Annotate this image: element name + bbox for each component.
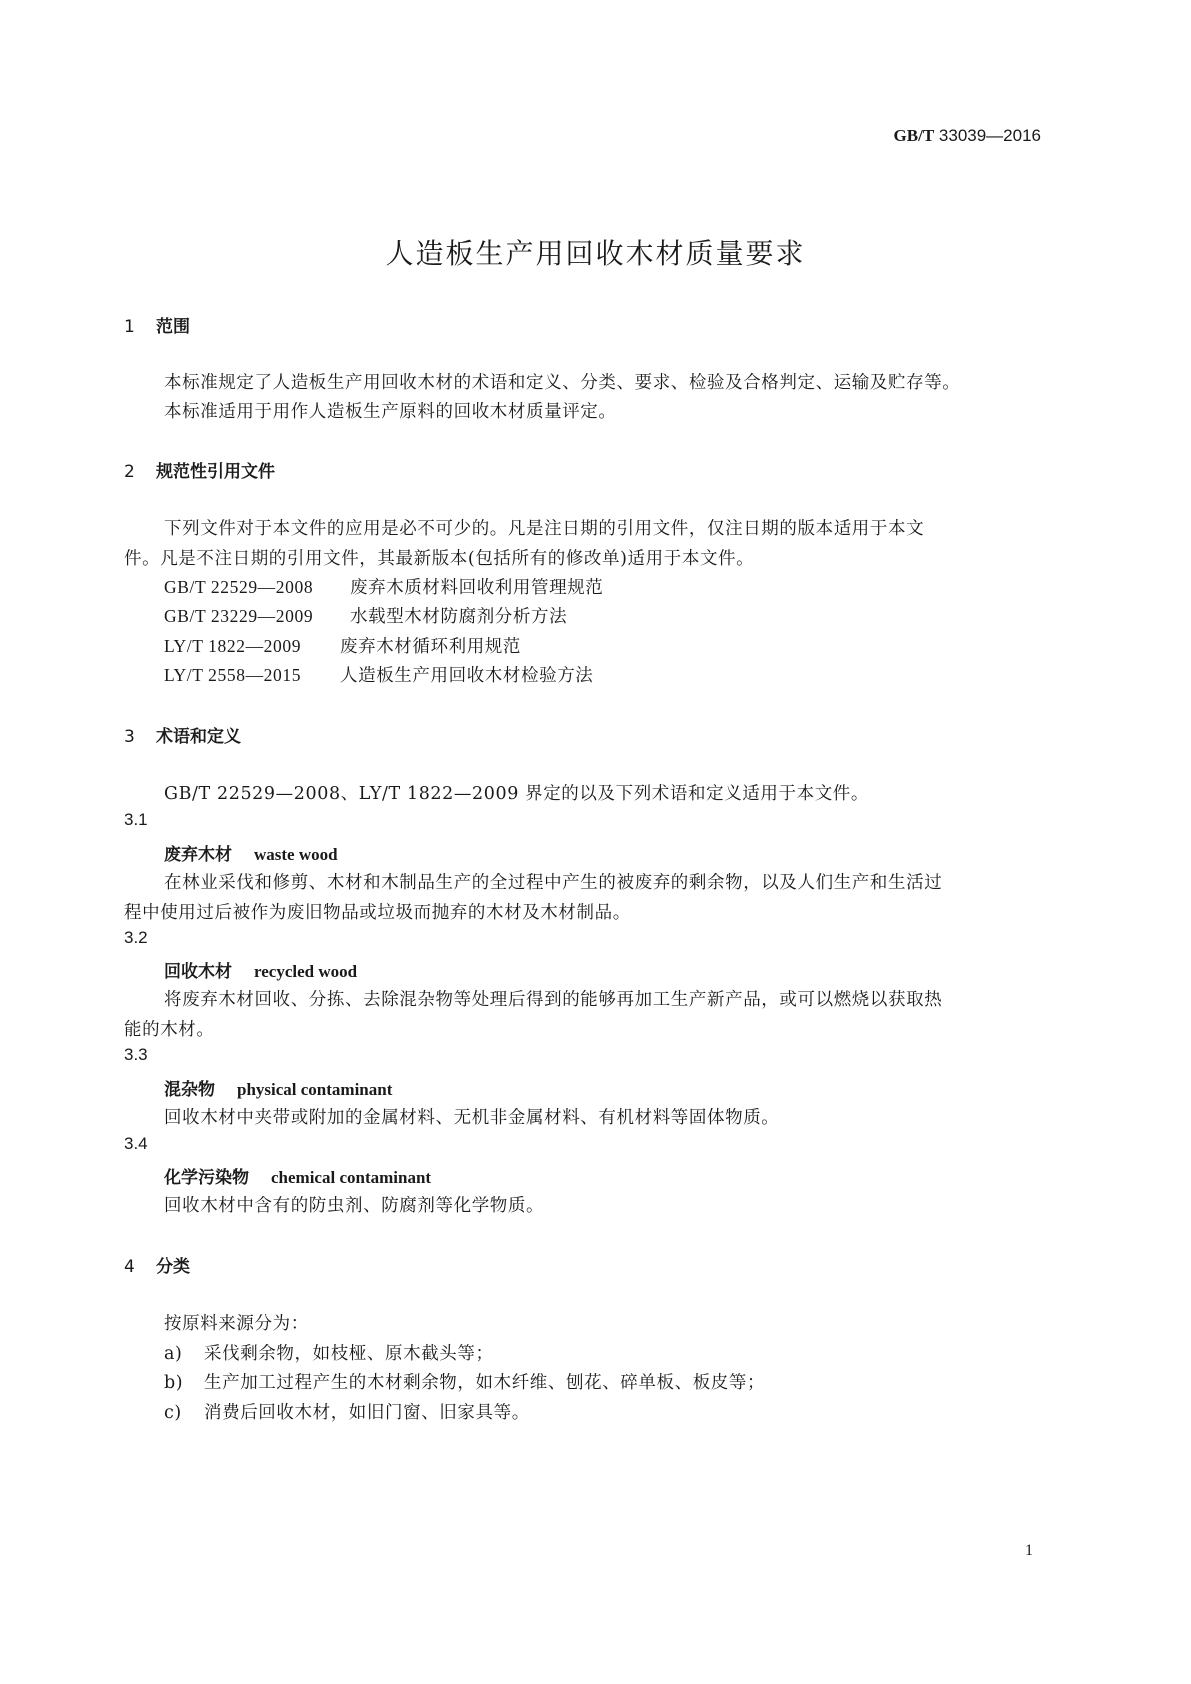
classification-intro: 按原料来源分为： [164, 1314, 309, 1334]
page-number: 1 [1025, 1542, 1033, 1559]
term-heading: 混杂物 physical contaminant [164, 1080, 393, 1100]
list-item: b) 生产加工过程产生的木材剩余物，如木纤维、刨花、碎单板、板皮等； [164, 1373, 766, 1393]
term-definition: 将废弃木材回收、分拣、去除混杂物等处理后得到的能够再加工生产新产品，或可以燃烧以获取热 [164, 990, 943, 1010]
section-1-heading: 1 范围 [124, 317, 190, 337]
list-item: a) 采伐剩余物，如枝桠、原木截头等； [164, 1344, 494, 1364]
standard-prefix: GB/T [893, 126, 935, 145]
term-number: 3.2 [124, 928, 148, 947]
standard-code [894, 126, 1041, 146]
section-3-heading: 3 术语和定义 [124, 727, 241, 747]
section-4-heading: 4 分类 [124, 1257, 190, 1277]
term-heading: 废弃木材 waste wood [164, 845, 338, 865]
refs-intro-line-2: 件。凡是不注日期的引用文件，其最新版本(包括所有的修改单)适用于本文件。 [124, 549, 755, 569]
refs-intro-line-1: 下列文件对于本文件的应用是必不可少的。凡是注日期的引用文件，仅注日期的版本适用于本文 [164, 519, 925, 539]
term-heading: 化学污染物 chemical contaminant [164, 1168, 432, 1188]
reference-item: LY/T 1822—2009 废弃木材循环利用规范 [164, 636, 521, 657]
section-2-heading: 2 规范性引用文件 [124, 462, 275, 482]
document-title: 人造板生产用回收木材质量要求 [385, 237, 806, 270]
scope-paragraph-2: 本标准适用于用作人造板生产原料的回收木材质量评定。 [164, 402, 617, 422]
term-number: 3.4 [124, 1134, 148, 1153]
term-heading: 回收木材 recycled wood [164, 962, 358, 982]
reference-item: LY/T 2558—2015 人造板生产用回收木材检验方法 [164, 665, 594, 686]
scope-paragraph-1: 本标准规定了人造板生产用回收木材的术语和定义、分类、要求、检验及合格判定、运输及贮存等。 [164, 373, 961, 393]
term-definition: 能的木材。 [124, 1020, 215, 1040]
term-definition: 回收木材中夹带或附加的金属材料、无机非金属材料、有机材料等固体物质。 [164, 1108, 780, 1128]
reference-item: GB/T 23229—2009 水载型木材防腐剂分析方法 [164, 606, 568, 627]
list-item: c) 消费后回收木材，如旧门窗、旧家具等。 [164, 1403, 530, 1423]
standard-number: 33039—2016 [938, 126, 1041, 145]
term-definition: 回收木材中含有的防虫剂、防腐剂等化学物质。 [164, 1196, 545, 1216]
reference-item: GB/T 22529—2008 废弃木质材料回收利用管理规范 [164, 577, 604, 598]
term-definition: 程中使用过后被作为废旧物品或垃圾而抛弃的木材及木材制品。 [124, 903, 631, 923]
term-number: 3.3 [124, 1045, 148, 1064]
terms-intro: GB/T 22529—2008、LY/T 1822—2009 界定的以及下列术语和定义适用于本文件。 [164, 784, 869, 804]
term-definition: 在林业采伐和修剪、木材和木制品生产的全过程中产生的被废弃的剩余物，以及人们生产和生活过 [164, 873, 943, 893]
term-number: 3.1 [124, 810, 148, 829]
